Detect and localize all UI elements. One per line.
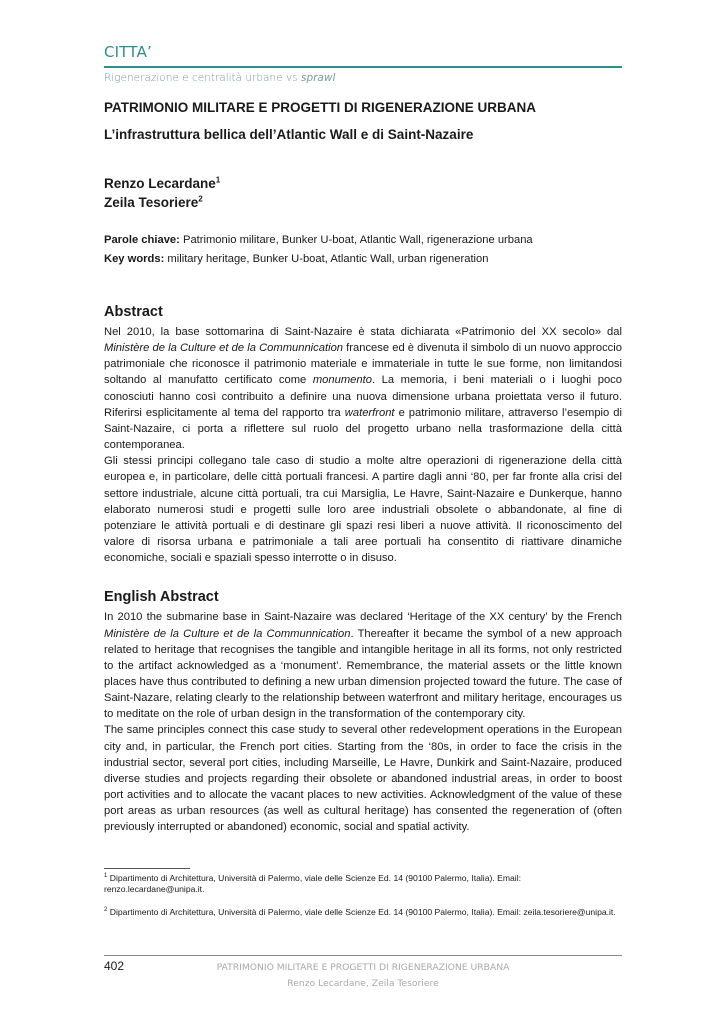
english-abstract-paragraph-1	[104, 609, 622, 722]
footnote-marker[interactable]: 2	[198, 194, 203, 204]
author-name: Renzo Lecardane	[104, 176, 216, 191]
article-body	[104, 100, 622, 836]
text-run: . Thereafter it became the symbol of a new approach related to heritage that recognises the tangible and intangible heritage in all its forms, not only restricted to the artifact acknowledged as a ‘monument’. Remembrance, the material assets or the little known places have thus contributed to defining a new urban dimension projected toward the future. The case of Saint-Nazare, relating clearly to the relationship between waterfront and military heritage, encourages us to meditate on the role of urban design in the transformation of the contemporary city.	[104, 627, 622, 721]
abstract-paragraph-2: Gli stessi principi collegano tale caso di studio a molte altre operazioni di rigenerazione della città europea e, in particolare, delle città portuali francesi. A partire dagli anni ‘80, per far fronte alla crisi del settore industriale, alcune città portuali, tra cui Marsiglia, Le Havre, Saint-Nazaire e Dunkerque, hanno elaborato numerosi studi e progetti sulle loro aree industriali obsolete o abbandonate, al fine di potenziare le attività portuali e di destinare gli spazi resi liberi a nuove attività. Il riconoscimento del valore di risorsa urbana e patrimoniale a tali aree portuali ha consentito di riattivare dinamiche economiche, sociali e spaziali spesso interrotte o in disuso.	[104, 455, 622, 565]
italic-run: Ministère de la Culture et de la Communnication	[104, 342, 344, 355]
keywords-english	[104, 250, 622, 269]
author-name: Zeila Tesoriere	[104, 195, 199, 210]
italic-run: Ministère de la Culture et de la Communnication	[104, 627, 351, 640]
footnote-text: Dipartimento di Architettura, Università di Palermo, viale delle Scienze Ed. 14 (90100 Palermo, Italia). Email: zeila.tesoriere@unipa.it.	[107, 906, 616, 917]
italic-run: monumento	[312, 374, 372, 387]
text-run: . La memoria, i beni materiali o i luoghi poco conosciuti hanno così contribuito a definire una nuova dimensione urbana proiettata verso il futuro. Riferirsi esplicitamente al tema del rapporto tra	[104, 374, 622, 419]
text-run: Nel 2010, la base sottomarina di Saint-Nazaire è stata dichiarata «Patrimonio del XX secolo» dal	[104, 326, 622, 338]
footnote-marker[interactable]: 1	[215, 175, 221, 185]
keywords-text: military heritage, Bunker U-boat, Atlantic Wall, urban rigeneration	[164, 253, 489, 265]
keywords-text: Patrimonio militare, Bunker U-boat, Atlantic Wall, rigenerazione urbana	[179, 234, 533, 246]
footer-authors: Renzo Lecardane, Zeila Tesoriere	[287, 978, 439, 989]
journal-name: CITTA’	[104, 43, 153, 61]
keywords-italian	[104, 231, 622, 250]
author-1	[104, 174, 622, 193]
text-run: francese ed è divenuta il simbolo di un nuovo approccio patrimoniale che riconosce il patrimonio materiale e immateriale in tutte le sue forme, non limitandosi soltando al manufatto certificato come	[104, 342, 622, 387]
english-abstract-paragraph-2: The same principles connect this case study to several other redevelopment operations in the European city and, in particular, the French port cities. Starting from the ‘80s, in order to face the crisis in the industrial sector, several port cities, including Marseille, Le Havre, Dunkirk and Saint-Nazaire, produced diverse studies and projects regarding their obsolete or abandoned industrial areas, in order to boost port activities and to allocate the vacant places to new activities. Acknowledgment of the value of these port areas as urban resources (as well as cultural heritage) has consented the regeneration of (often previously interrupted or abandoned) economic, social and spatial activity.	[104, 724, 622, 834]
subheading-italic: sprawl	[300, 72, 336, 84]
subheading-text: Rigenerazione e centralità urbane vs	[104, 72, 301, 84]
footnote-1	[104, 871, 622, 896]
author-2	[104, 193, 622, 212]
author-list	[104, 174, 622, 212]
footnote-mark: 1	[104, 873, 108, 879]
abstract-paragraph-1	[104, 324, 622, 453]
footnotes	[104, 871, 622, 927]
footnote-text: Dipartimento di Architettura, Università di Palermo, viale delle Scienze Ed. 14 (90100 Palermo, Italia). Email: renzo.lecardane@unipa.it.	[104, 872, 521, 895]
footnote-mark: 2	[104, 906, 108, 913]
paper-subtitle: L’infrastruttura bellica dell’Atlantic Wall e di Saint-Nazaire	[104, 127, 474, 142]
text-run: e patrimonio militare, attraverso l’esempio di Saint-Nazaire, ci porta a riflettere sul ruolo del progetto urbano nella trasformazione della città contemporanea.	[104, 406, 622, 452]
abstract-text	[104, 324, 622, 566]
footer-title: PATRIMONIO MILITARE E PROGETTI DI RIGENERAZIONE URBANA	[216, 962, 510, 973]
keywords-label: Key words:	[104, 253, 165, 265]
running-header	[104, 42, 622, 85]
keywords-label: Parole chiave:	[104, 234, 180, 246]
english-abstract-text	[104, 609, 622, 835]
paper-title: PATRIMONIO MILITARE E PROGETTI DI RIGENERAZIONE URBANA	[104, 100, 536, 115]
issue-subheading	[104, 72, 622, 85]
italic-run: waterfront	[344, 406, 395, 419]
abstract-heading: Abstract	[104, 304, 163, 320]
english-abstract-heading: English Abstract	[104, 589, 219, 606]
footnote-divider	[104, 868, 190, 869]
footnote-2	[104, 905, 622, 918]
header-divider	[104, 66, 622, 68]
text-run: In 2010 the submarine base in Saint-Nazaire was declared ‘Heritage of the XX century’ by the French	[104, 611, 622, 624]
footer-divider	[104, 955, 622, 956]
keywords-block	[104, 231, 622, 269]
page-number: 402	[104, 959, 125, 973]
